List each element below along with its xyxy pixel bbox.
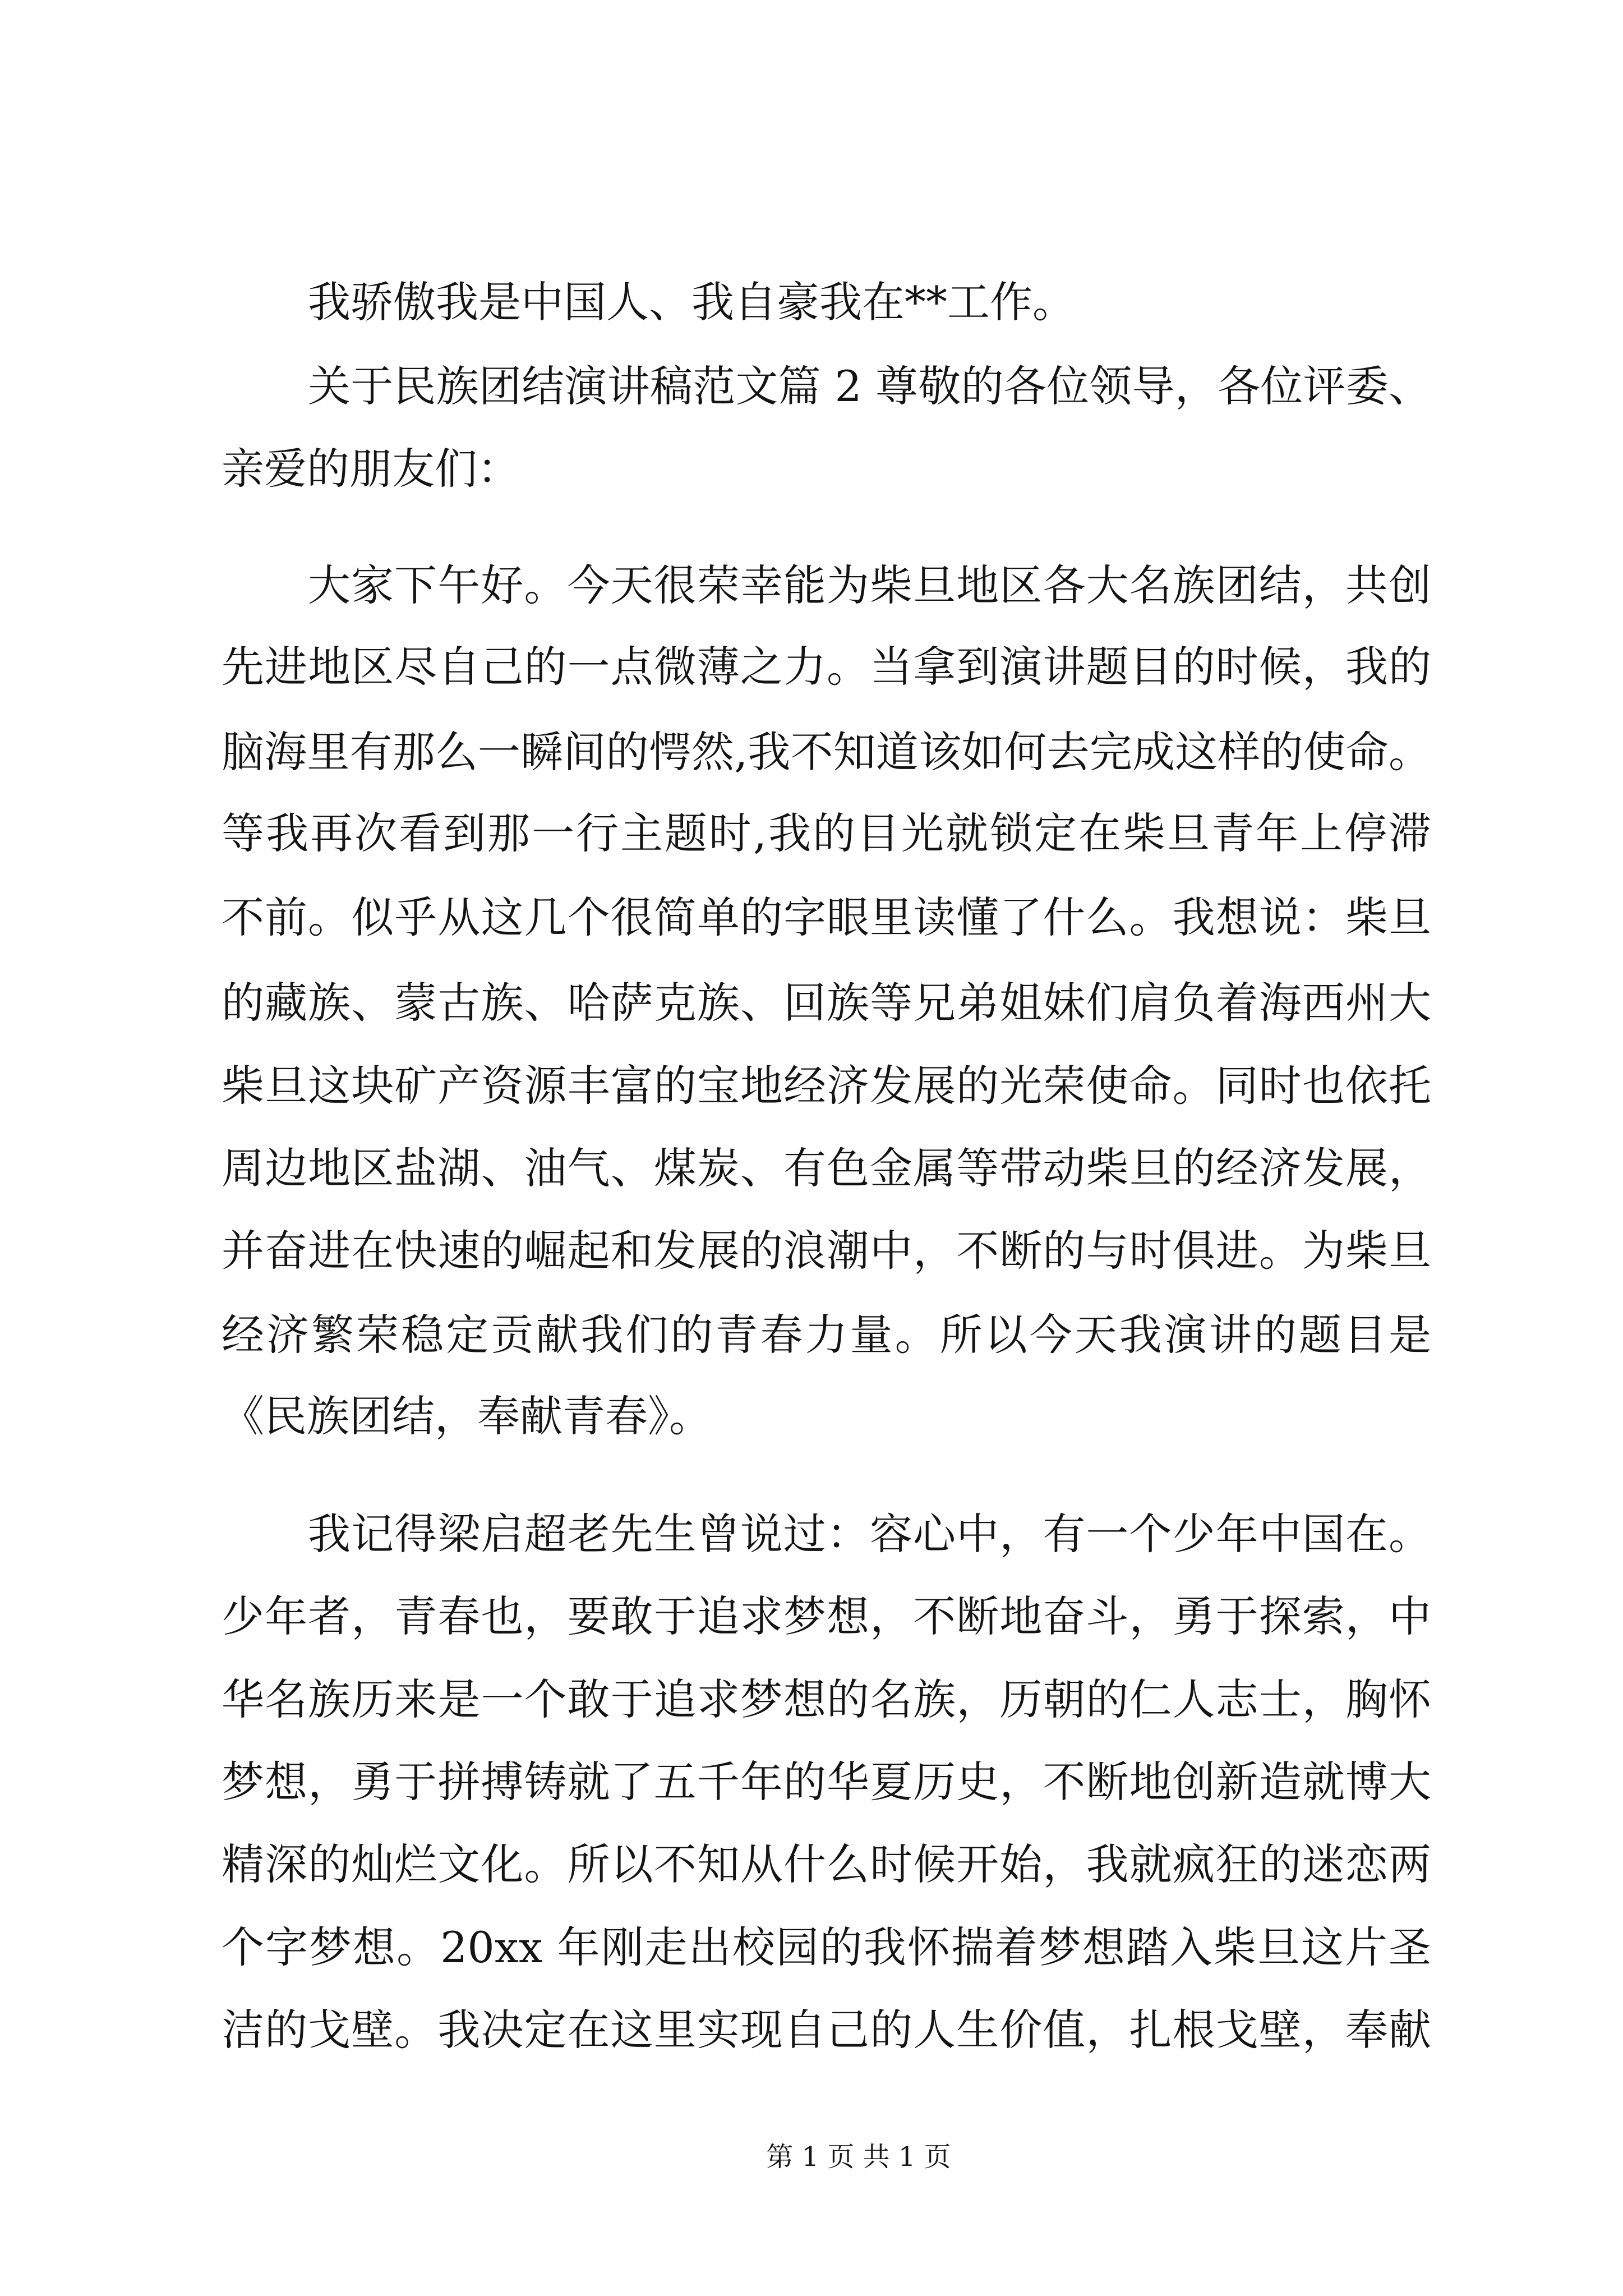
text-line: 《民族团结，奉献青春》。 bbox=[222, 1391, 712, 1441]
page-footer: 第 1 页 共 1 页 bbox=[766, 2141, 951, 2173]
text-line: 洁的戈壁。我决定在这里实现自己的人生价值，扎根戈壁，奉献 bbox=[222, 2005, 1431, 2055]
text-line: 我骄傲我是中国人、我自豪我在**工作。 bbox=[308, 277, 1075, 327]
text-line: 脑海里有那么一瞬间的愕然,我不知道该如何去完成这样的使命。 bbox=[222, 727, 1431, 777]
text-line: 的藏族、蒙古族、哈萨克族、回族等兄弟姐妹们肩负着海西州大 bbox=[222, 978, 1431, 1028]
text-line: 华名族历来是一个敢于追求梦想的名族，历朝的仁人志士，胸怀 bbox=[222, 1674, 1431, 1724]
text-line: 大家下午好。今天很荣幸能为柴旦地区各大名族团结，共创 bbox=[308, 560, 1431, 610]
text-line: 柴旦这块矿产资源丰富的宝地经济发展的光荣使命。同时也依托 bbox=[222, 1061, 1431, 1111]
text-line: 不前。似乎从这几个很简单的字眼里读懂了什么。我想说：柴旦 bbox=[222, 892, 1431, 942]
text-line: 先进地区尽自己的一点微薄之力。当拿到演讲题目的时候，我的 bbox=[222, 642, 1431, 692]
text-line: 经济繁荣稳定贡献我们的青春力量。所以今天我演讲的题目是 bbox=[222, 1310, 1431, 1360]
text-line: 精深的灿烂文化。所以不知从什么时候开始，我就疯狂的迷恋两 bbox=[222, 1839, 1431, 1889]
text-line: 个字梦想。20xx 年刚走出校园的我怀揣着梦想踏入柴旦这片圣 bbox=[222, 1922, 1431, 1972]
text-line: 我记得梁启超老先生曾说过：容心中，有一个少年中国在。 bbox=[308, 1509, 1431, 1559]
text-line: 并奋进在快速的崛起和发展的浪潮中，不断的与时俱进。为柴旦 bbox=[222, 1226, 1431, 1276]
text-line: 梦想，勇于拼搏铸就了五千年的华夏历史，不断地创新造就博大 bbox=[222, 1757, 1431, 1807]
text-line: 亲爱的朋友们： bbox=[222, 444, 520, 494]
text-line: 等我再次看到那一行主题时,我的目光就锁定在柴旦青年上停滞 bbox=[222, 808, 1431, 858]
text-line: 周边地区盐湖、油气、煤炭、有色金属等带动柴旦的经济发展， bbox=[222, 1143, 1431, 1193]
text-line: 关于民族团结演讲稿范文篇 2 尊敬的各位领导，各位评委、 bbox=[308, 361, 1431, 411]
text-line: 少年者，青春也，要敢于追求梦想，不断地奋斗，勇于探索，中 bbox=[222, 1591, 1431, 1641]
